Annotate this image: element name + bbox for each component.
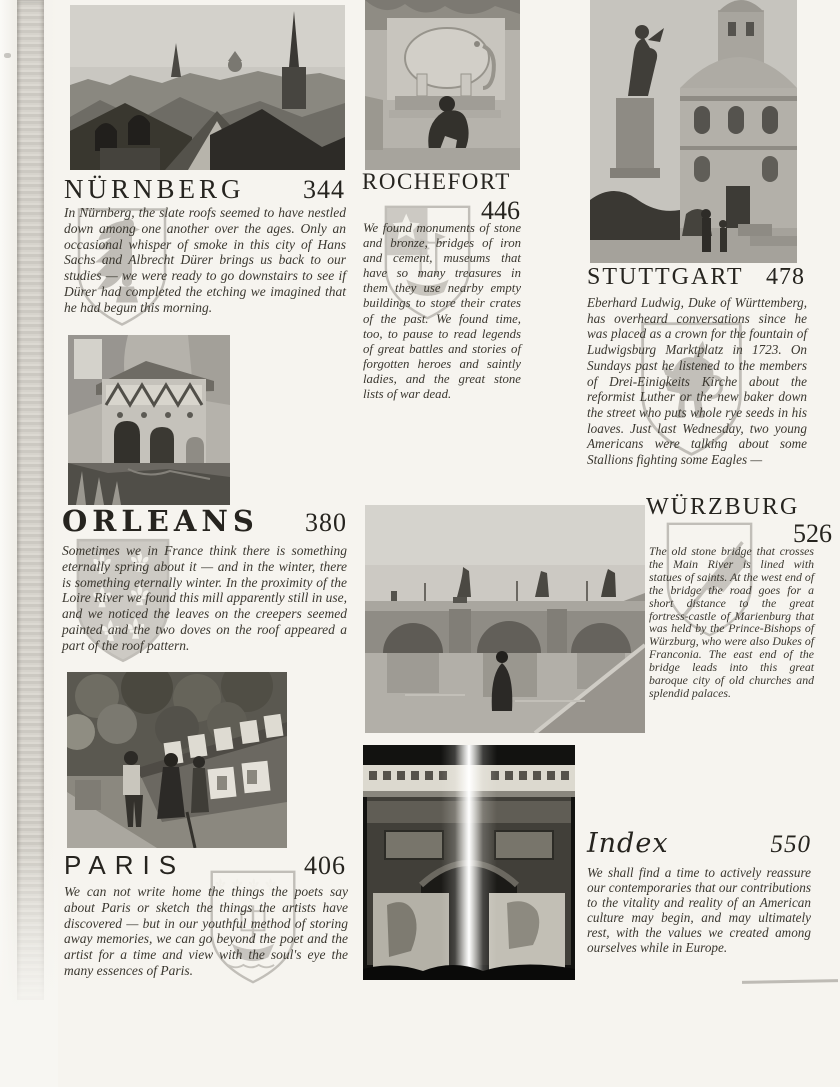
binding-fade (0, 840, 58, 1087)
orleans-heading (62, 504, 347, 538)
rochefort-page-number: 446 (481, 196, 520, 225)
nurnberg-description: In Nürnberg, the slate roofs seemed to have nestled down among one another over the ages. Only an occasional whisper of smoke in this city of Hans Sachs and Albrecht Dürer brings us back to our studies — we were ready to go downstairs to see if Dürer had completed the etching we imagined that he had begun this morning. (64, 205, 346, 315)
nurnberg-rooftops-photo (70, 5, 345, 170)
stray-ink-mark (742, 979, 838, 984)
index-title: Index (587, 828, 669, 859)
paris-title: PARIS (64, 850, 186, 880)
stuttgart-heading (587, 264, 805, 291)
index-description: We shall find a time to actively reassure our contemporaries that our contributions to the vitality and reality of an American culture may begin, and may ultimately rest, with the values we created among ourselves while in Europe. (587, 865, 811, 955)
wurzburg-title: WÜRZBURG (646, 494, 800, 520)
orleans-description: Sometimes we in France think there is something eternally spring about it — and in the winter, there is something eternally winter. In the proximity of the Loire River we found this mill apparently still in use, and we noticed the leaves on the creepers seemed painted and the two doves on the roof appeared a part of the roof pattern. (62, 543, 347, 653)
rochefort-heading (362, 169, 522, 195)
stuttgart-page-number: 478 (766, 264, 805, 290)
wurzburg-page-number: 526 (793, 519, 832, 548)
orleans-page-number: 380 (305, 508, 347, 537)
orleans-mill-photo (68, 335, 230, 505)
paris-description: We can not write home the things the poets say about Paris or sketch the things the artists have discovered — but in our youthful method of storing away memories, we can go beyond the poet and the artist for a time and view with the soul's eye the many essences of Paris. (64, 884, 348, 978)
wurzburg-bridge-photo (365, 505, 645, 733)
paris-page-number: 406 (304, 851, 346, 880)
rochefort-elephant-relief-photo (365, 0, 520, 170)
rochefort-description: We found monuments of stone and bronze, bridges of iron and cement, museums that have so many treasures in them they use nearby empty buildings to store their crates of the past. We found time, too, to pause to read legends of great battles and stories of forgotten heroes and saintly ladies, and the great stone lists of war dead. (363, 221, 521, 402)
nurnberg-heading (64, 174, 345, 205)
wurzburg-description: The old stone bridge that crosses the Main River is lined with statues of saints. At the west end of the bridge the road goes for a short distance to the great fortress-castle of Marienburg that was held by the Prince-Bishops of Würzburg, who were also Dukes of Franconia. The east end of the bridge leads into this great baroque city of old churches and splendid palaces. (649, 544, 814, 700)
index-heading (587, 828, 811, 859)
stuttgart-description: Eberhard Ludwig, Duke of Württemberg, has overheard conversations since he was placed as a crown for the fountain of Ludwigsburg Marktplatz in 1723. On Sundays past he listened to the members of Drei-Einigkeits Kirche about the reformist Luther or the new baker down the street who puts whole rye seeds in his loaves. Just last Wednesday, two young Americans were talking about some Stallions fighting some Eagles — (587, 295, 807, 468)
arc-de-triomphe-night-photo (363, 745, 575, 980)
rochefort-title: ROCHEFORT (362, 169, 511, 194)
nurnberg-page-number: 344 (303, 175, 345, 204)
stuttgart-title: STUTTGART (587, 264, 744, 290)
stray-ink-mark (4, 53, 11, 58)
wurzburg-heading (646, 494, 836, 521)
nurnberg-title: NÜRNBERG (64, 174, 245, 204)
stuttgart-church-photo (590, 0, 797, 263)
paris-heading (64, 850, 346, 881)
orleans-title: ORLEANS (62, 504, 259, 538)
index-page-number: 550 (770, 831, 811, 858)
paris-bookstalls-photo (67, 672, 287, 848)
